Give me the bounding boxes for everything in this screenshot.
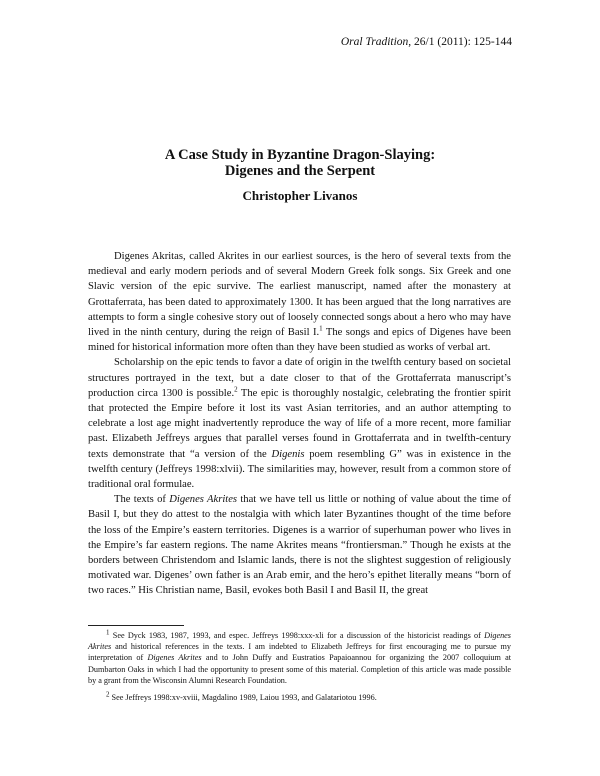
paragraph-2: [88, 355, 511, 492]
footnote-2-text: See Jeffreys 1998:xv-xviii, Magdalino 1989, Laiou 1993, and Galatariotou 1996.: [109, 693, 377, 703]
footnote-2-number: 2: [106, 690, 110, 699]
paragraph-1-tail: The songs and epics of Digenes have been mined for historical information more often than they have been studied as works of verbal art.: [88, 327, 512, 354]
paragraph-2-tail: poem resembling G” was in existence in the twelfth century (Jeffreys 1998:xlvii). The similarities may, however, result from a common store of traditional oral formulae.: [88, 448, 511, 491]
journal-name: Oral Tradition: [340, 36, 409, 48]
footnote-ref-2[interactable]: 2: [234, 385, 238, 394]
footnote-divider: [88, 625, 184, 626]
paragraph-3: [88, 492, 511, 598]
footnote-1-text-b: and historical references in the texts. I am indebted to Elizabeth Jeffreys for first encouraging me to pursue my interpretation of: [88, 642, 511, 663]
footnote-1-italic-2: Digenes Akrites: [147, 653, 202, 663]
paragraph-3-italic: Digenes Akrites: [169, 494, 238, 506]
title-line-1: A Case Study in Byzantine Dragon-Slaying:: [164, 147, 436, 163]
paragraph-3-tail: that we have tell us little or nothing of value about the time of Basil I, but they do attest to the nostalgia with which later Byzantines thought of the time before the loss of the Empire’s eastern territories. Digenes is a warrior of superhuman power who lives in the Empire’s far eastern regions. The name Akrites means “frontiersman.” Though he exists at the borders between Christendom and Islamic lands, there is not the slightest suggestion of religiously motivated war. Digenes’ own father is an Arab emir, and the hero’s epithet literally means “born of two races.” His Christian name, Basil, evokes both Basil I and Basil II, the great: [88, 494, 512, 597]
footnote-1: [88, 630, 511, 686]
title-line-2: Digenes and the Serpent: [224, 163, 376, 179]
article-body: [88, 249, 511, 599]
paragraph-2-italic: Digenis: [271, 448, 305, 460]
article-title: [0, 147, 600, 179]
footnote-1-text-a: See Dyck 1983, 1987, 1993, and espec. Jeffreys 1998:xxx-xli for a discussion of the historicist readings of: [109, 631, 485, 640]
footnote-ref-1[interactable]: 1: [319, 324, 323, 333]
footnote-1-text-c: and to John Duffy and Eustratios Papaioannou for organizing the 2007 colloquium at Dumbarton Oaks in which I had the opportunity to present some of this material. Completion of this article was made possible by a grant from the Wisconsin Alumni Research Foundation.: [88, 653, 511, 685]
author-name: Christopher Livanos: [242, 188, 358, 203]
footnotes: [88, 630, 511, 709]
footnote-1-number: 1: [106, 628, 110, 637]
footnote-1-italic-1: Digenes Akrites: [88, 631, 511, 652]
paragraph-2-text: Scholarship on the epic tends to favor a date of origin in the twelfth century based on societal structures portrayed in the text, but a date closer to that of the Grottaferrata manuscript’s production circa 1300 is possible.: [88, 357, 511, 399]
footnote-2: [88, 692, 511, 703]
paragraph-3-lead: The texts of: [114, 494, 170, 506]
journal-citation: , 26/1 (2011): 125-144: [408, 36, 512, 48]
running-head: [341, 36, 512, 48]
paragraph-2-mid: The epic is thoroughly nostalgic, celebrating the frontier spirit that protected the Empire before it lost its vast Asian territories, and an author attempting to celebrate a lost age might inadvertently reproduce the way of life of a more recent, more familiar past. Elizabeth Jeffreys argues that parallel verses found in Grottaferrata and in twelfth-century texts demonstrate that “a version of the: [88, 387, 511, 460]
paragraph-1: [88, 249, 511, 355]
paragraph-1-text: Digenes Akritas, called Akrites in our earliest sources, is the hero of several texts from the medieval and early modern periods and of several Modern Greek folk songs. Six Greek and one Slavic version of the epic survive. The earliest manuscript, named after the monastery at Grottaferrata, has been dated to approximately 1300. It has been argued that the long narratives are attempts to form a single cohesive story out of loosely connected songs about a hero who may have lived in the ninth century, during the reign of Basil I.: [88, 251, 511, 339]
